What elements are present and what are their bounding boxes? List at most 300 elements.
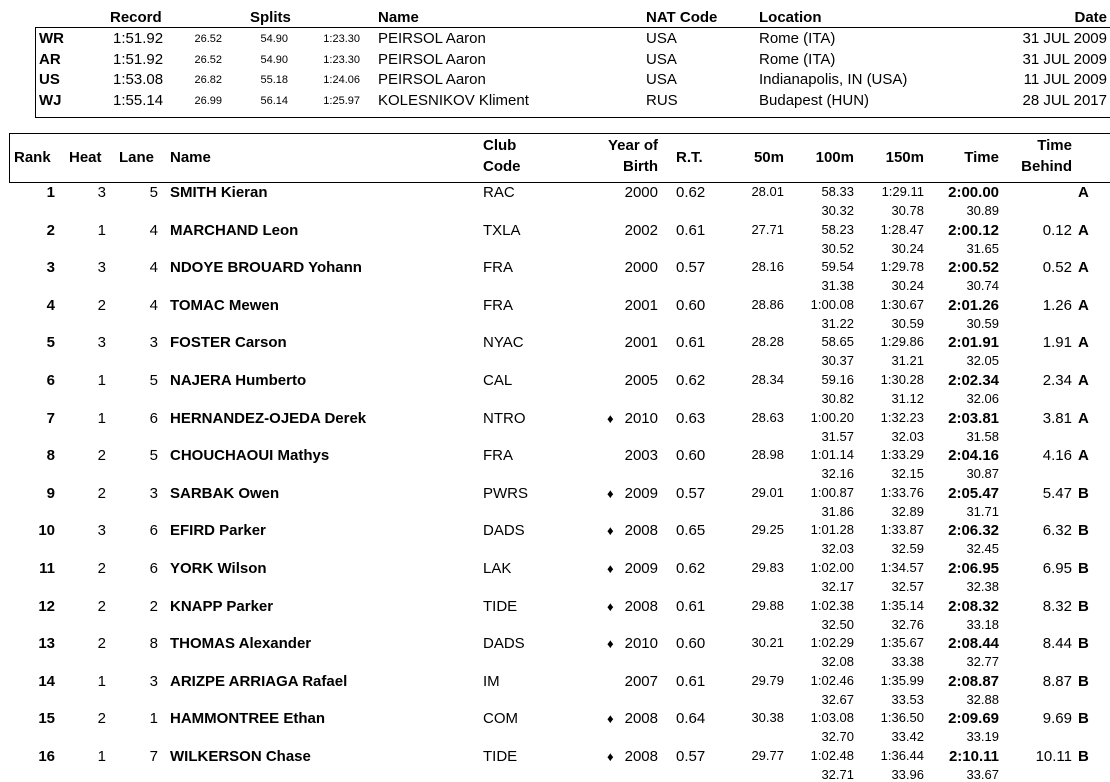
result-lap-final: 32.05	[966, 353, 999, 369]
record-split-150: 1:25.97	[323, 95, 360, 108]
result-rank: 6	[46, 372, 55, 389]
result-lap-100m: 32.16	[821, 466, 854, 482]
result-time-behind: 9.69	[1042, 710, 1072, 728]
record-split-50: 26.52	[194, 53, 222, 66]
result-split-50m: 28.98	[751, 447, 784, 463]
result-time-behind: 2.34	[1042, 372, 1072, 389]
result-split-100m: 1:02.29	[810, 635, 854, 651]
results-header-150m: 150m	[885, 149, 924, 166]
result-reaction-time: 0.61	[676, 597, 706, 615]
result-time-behind: 6.32	[1042, 522, 1072, 540]
result-time-behind: 0.52	[1042, 259, 1072, 277]
result-name: THOMAS Alexander	[170, 635, 312, 653]
result-reaction-time: 0.57	[676, 748, 706, 765]
result-club-code: CAL	[483, 372, 513, 389]
result-heat: 2	[97, 296, 106, 314]
result-standard-grade: B	[1078, 597, 1089, 615]
result-time-behind: 3.81	[1042, 409, 1072, 427]
result-lane: 1	[149, 710, 158, 728]
record-split-150: 1:23.30	[323, 33, 360, 45]
result-standard-grade: A	[1078, 296, 1089, 314]
result-rank: 4	[46, 296, 55, 314]
result-club-code: DADS	[483, 522, 525, 540]
result-final-time: 2:00.12	[948, 221, 999, 239]
result-standard-grade: B	[1078, 484, 1089, 502]
result-lane: 3	[149, 672, 158, 690]
result-year-of-birth: 2008	[624, 710, 658, 728]
result-name: WILKERSON Chase	[170, 748, 311, 765]
result-split-150m: 1:35.99	[880, 672, 924, 688]
result-year-of-birth: 2005	[624, 372, 658, 389]
result-lap-100m: 32.03	[821, 541, 854, 557]
result-reaction-time: 0.60	[676, 635, 706, 653]
result-lap-100m: 32.67	[821, 691, 854, 707]
result-heat: 1	[97, 372, 106, 389]
results-header-100m: 100m	[815, 149, 854, 166]
record-code: WR	[39, 30, 64, 47]
result-club-code: RAC	[483, 184, 515, 201]
record-split-100: 55.18	[260, 74, 288, 87]
results-header-heat: Heat	[69, 149, 102, 166]
result-year-of-birth: 2008	[624, 748, 658, 765]
result-lap-100m: 32.50	[821, 616, 854, 632]
result-reaction-time: 0.62	[676, 372, 706, 389]
result-lap-150m: 32.57	[891, 579, 924, 594]
result-heat: 2	[97, 560, 106, 577]
junior-marker-icon: ♦	[607, 711, 614, 727]
result-split-50m: 30.21	[751, 635, 784, 651]
result-lap-final: 32.06	[966, 391, 999, 406]
record-nat: RUS	[646, 92, 678, 110]
result-split-150m: 1:33.29	[880, 447, 924, 463]
result-split-50m: 27.71	[751, 221, 784, 237]
result-rank: 1	[46, 184, 55, 201]
result-heat: 1	[97, 409, 106, 427]
result-heat: 2	[97, 635, 106, 653]
result-standard-grade: A	[1078, 372, 1089, 389]
result-split-150m: 1:29.86	[880, 334, 924, 350]
result-club-code: TIDE	[483, 597, 518, 615]
result-split-100m: 59.16	[821, 372, 854, 387]
result-split-100m: 1:00.87	[810, 484, 854, 500]
result-split-150m: 1:35.14	[880, 597, 924, 613]
result-lane: 2	[149, 597, 158, 615]
result-standard-grade: A	[1078, 221, 1089, 239]
junior-marker-icon: ♦	[607, 636, 614, 652]
record-location: Rome (ITA)	[759, 30, 836, 47]
record-time: 1:55.14	[113, 92, 164, 110]
result-standard-grade: A	[1078, 259, 1089, 277]
records-header-location: Location	[759, 9, 822, 26]
result-lap-150m: 32.15	[891, 466, 924, 482]
records-header-record: Record	[110, 9, 162, 26]
result-rank: 7	[46, 409, 55, 427]
result-split-150m: 1:36.44	[880, 748, 924, 763]
results-header-yob-line2: Birth	[623, 158, 658, 175]
record-name: PEIRSOL Aaron	[378, 71, 486, 89]
result-standard-grade: B	[1078, 672, 1089, 690]
result-rank: 8	[46, 447, 55, 465]
result-heat: 1	[97, 748, 106, 765]
result-lap-100m: 32.71	[821, 767, 854, 782]
result-rank: 3	[46, 259, 55, 277]
result-year-of-birth: 2001	[624, 334, 658, 352]
result-time-behind: 4.16	[1042, 447, 1072, 465]
result-split-100m: 58.33	[821, 184, 854, 199]
result-lap-final: 33.67	[966, 767, 999, 782]
result-name: ARIZPE ARRIAGA Rafael	[170, 672, 348, 690]
result-lap-150m: 32.03	[891, 428, 924, 444]
records-header-splits: Splits	[250, 9, 291, 26]
result-split-50m: 29.83	[751, 560, 784, 575]
result-lap-150m: 33.38	[891, 654, 924, 670]
result-year-of-birth: 2001	[624, 296, 658, 314]
junior-marker-icon: ♦	[607, 485, 614, 501]
result-club-code: PWRS	[483, 484, 528, 502]
result-reaction-time: 0.63	[676, 409, 706, 427]
result-name: HERNANDEZ-OJEDA Derek	[170, 409, 367, 427]
record-nat: USA	[646, 50, 677, 68]
result-year-of-birth: 2009	[624, 560, 658, 577]
record-split-150: 1:23.30	[323, 53, 360, 66]
result-name: SARBAK Owen	[170, 484, 280, 502]
result-heat: 2	[97, 484, 106, 502]
result-split-150m: 1:30.67	[880, 296, 924, 312]
result-final-time: 2:06.32	[948, 522, 999, 540]
result-lap-final: 32.45	[966, 541, 999, 557]
result-rank: 16	[38, 748, 55, 765]
result-standard-grade: B	[1078, 560, 1089, 577]
results-header-rank: Rank	[14, 149, 51, 166]
result-split-100m: 1:02.48	[810, 748, 854, 763]
record-name: KOLESNIKOV Kliment	[378, 92, 529, 110]
result-split-50m: 28.63	[751, 409, 784, 425]
result-year-of-birth: 2000	[624, 259, 658, 277]
result-club-code: TXLA	[483, 221, 521, 239]
result-lap-150m: 32.59	[891, 541, 924, 557]
result-club-code: FRA	[483, 296, 513, 314]
result-standard-grade: A	[1078, 447, 1089, 465]
result-time-behind: 8.44	[1042, 635, 1072, 653]
result-lap-100m: 31.86	[821, 503, 854, 519]
result-split-50m: 28.86	[751, 296, 784, 312]
result-lap-100m: 30.32	[821, 203, 854, 218]
record-name: PEIRSOL Aaron	[378, 30, 486, 47]
results-header-yob-line1: Year of	[607, 137, 658, 154]
result-split-50m: 29.25	[751, 522, 784, 538]
result-name: NDOYE BROUARD Yohann	[170, 259, 362, 277]
results-header-50m: 50m	[753, 149, 784, 166]
result-final-time: 2:09.69	[948, 710, 999, 728]
record-split-50: 26.82	[194, 74, 222, 87]
records-left-rule	[35, 27, 36, 117]
result-final-time: 2:05.47	[948, 484, 999, 502]
result-time-behind: 10.11	[1035, 748, 1072, 765]
result-lap-final: 32.88	[966, 691, 999, 707]
result-club-code: NTRO	[483, 409, 526, 427]
result-standard-grade: B	[1078, 635, 1089, 653]
result-lap-100m: 32.17	[821, 579, 854, 594]
result-split-100m: 1:00.20	[810, 409, 854, 425]
records-top-rule	[35, 27, 1110, 28]
results-header-time: Time	[964, 149, 999, 166]
record-date: 31 JUL 2009	[1022, 30, 1107, 47]
result-split-50m: 28.34	[751, 372, 784, 387]
result-reaction-time: 0.61	[676, 221, 706, 239]
result-rank: 2	[46, 221, 55, 239]
records-header-date: Date	[1074, 9, 1107, 26]
result-lap-150m: 30.24	[891, 278, 924, 294]
result-reaction-time: 0.61	[676, 672, 706, 690]
result-heat: 3	[97, 184, 106, 201]
result-lap-150m: 33.96	[891, 767, 924, 782]
result-reaction-time: 0.64	[676, 710, 706, 728]
result-split-150m: 1:34.57	[880, 560, 924, 575]
record-split-100: 54.90	[260, 33, 288, 45]
result-reaction-time: 0.61	[676, 334, 706, 352]
result-split-150m: 1:29.11	[881, 184, 924, 199]
record-split-50: 26.52	[194, 33, 222, 45]
result-club-code: COM	[483, 710, 518, 728]
result-split-100m: 1:02.38	[810, 597, 854, 613]
result-split-50m: 29.01	[751, 484, 784, 500]
result-reaction-time: 0.60	[676, 296, 706, 314]
result-final-time: 2:01.91	[948, 334, 999, 352]
result-split-100m: 1:02.46	[810, 672, 854, 688]
result-year-of-birth: 2010	[624, 409, 658, 427]
result-lap-final: 32.38	[966, 579, 999, 594]
result-name: CHOUCHAOUI Mathys	[170, 447, 330, 465]
result-lap-150m: 33.42	[891, 729, 924, 745]
record-split-150: 1:24.06	[323, 74, 360, 87]
result-split-150m: 1:35.67	[880, 635, 924, 651]
record-location: Indianapolis, IN (USA)	[759, 71, 908, 89]
result-standard-grade: B	[1078, 710, 1089, 728]
junior-marker-icon: ♦	[607, 749, 614, 764]
junior-marker-icon: ♦	[607, 410, 614, 426]
result-lap-100m: 30.37	[821, 353, 854, 369]
record-nat: USA	[646, 30, 677, 47]
record-code: US	[39, 71, 60, 89]
result-lap-final: 31.65	[966, 240, 999, 256]
result-heat: 3	[97, 334, 106, 352]
result-year-of-birth: 2000	[624, 184, 658, 201]
result-split-150m: 1:29.78	[880, 259, 924, 275]
result-split-50m: 29.88	[751, 597, 784, 613]
result-final-time: 2:01.26	[948, 296, 999, 314]
result-split-50m: 29.79	[751, 672, 784, 688]
result-time-behind: 6.95	[1042, 560, 1072, 577]
record-date: 28 JUL 2017	[1022, 92, 1107, 110]
result-lane: 3	[149, 484, 158, 502]
result-split-100m: 58.65	[821, 334, 854, 350]
result-lap-100m: 31.57	[821, 428, 854, 444]
result-lap-final: 33.19	[966, 729, 999, 745]
result-split-50m: 28.28	[751, 334, 784, 350]
result-name: EFIRD Parker	[170, 522, 266, 540]
records-header-nat: NAT Code	[646, 9, 718, 26]
result-lap-final: 30.74	[966, 278, 999, 294]
result-final-time: 2:08.44	[948, 635, 999, 653]
result-rank: 9	[46, 484, 55, 502]
result-standard-grade: A	[1078, 334, 1089, 352]
result-split-100m: 1:02.00	[810, 560, 854, 575]
result-split-50m: 30.38	[751, 710, 784, 726]
record-date: 11 JUL 2009	[1023, 71, 1107, 89]
result-final-time: 2:03.81	[948, 409, 999, 427]
result-year-of-birth: 2002	[624, 221, 658, 239]
result-split-50m: 29.77	[751, 748, 784, 763]
result-name: MARCHAND Leon	[170, 221, 299, 239]
result-club-code: LAK	[483, 560, 512, 577]
record-split-50: 26.99	[194, 95, 222, 108]
result-name: YORK Wilson	[170, 560, 267, 577]
result-split-100m: 1:01.14	[810, 447, 854, 463]
result-heat: 2	[97, 710, 106, 728]
result-reaction-time: 0.62	[676, 560, 706, 577]
result-rank: 11	[39, 560, 55, 577]
result-lap-final: 30.87	[966, 466, 999, 482]
result-rank: 15	[38, 710, 55, 728]
result-lap-final: 31.58	[966, 428, 999, 444]
result-lap-100m: 32.08	[821, 654, 854, 670]
junior-marker-icon: ♦	[607, 598, 614, 614]
result-lane: 5	[149, 184, 158, 201]
result-split-50m: 28.01	[751, 184, 784, 199]
result-split-100m: 1:03.08	[810, 710, 854, 726]
result-reaction-time: 0.65	[676, 522, 706, 540]
result-split-50m: 28.16	[751, 259, 784, 275]
result-lap-150m: 32.76	[891, 616, 924, 632]
record-time: 1:51.92	[113, 50, 164, 68]
result-standard-grade: A	[1078, 184, 1089, 201]
result-rank: 5	[46, 334, 55, 352]
result-time-behind: 8.32	[1042, 597, 1072, 615]
result-split-100m: 59.54	[821, 259, 854, 275]
result-rank: 14	[38, 672, 55, 690]
result-lane: 4	[149, 221, 158, 239]
result-lap-final: 30.59	[966, 315, 999, 331]
result-reaction-time: 0.57	[676, 484, 706, 502]
result-lap-100m: 31.38	[821, 278, 854, 294]
result-lap-final: 32.77	[966, 654, 999, 670]
results-header-behind-line2: Behind	[1021, 158, 1072, 175]
result-lane: 6	[149, 560, 158, 577]
result-standard-grade: B	[1078, 748, 1089, 765]
result-split-150m: 1:36.50	[880, 710, 924, 726]
result-time-behind: 1.26	[1042, 296, 1072, 314]
result-club-code: NYAC	[483, 334, 524, 352]
result-club-code: FRA	[483, 259, 513, 277]
record-date: 31 JUL 2009	[1022, 50, 1107, 68]
result-year-of-birth: 2003	[624, 447, 658, 465]
result-standard-grade: A	[1078, 409, 1089, 427]
results-header-club-line2: Code	[483, 158, 521, 175]
result-final-time: 2:00.52	[948, 259, 999, 277]
result-split-100m: 58.23	[821, 221, 854, 237]
result-lap-150m: 30.78	[891, 203, 924, 218]
record-code: AR	[39, 50, 61, 68]
result-split-150m: 1:33.76	[880, 484, 924, 500]
result-final-time: 2:02.34	[948, 372, 999, 389]
result-heat: 3	[97, 259, 106, 277]
results-header-rt: R.T.	[676, 149, 703, 166]
result-heat: 2	[97, 597, 106, 615]
result-lap-150m: 33.53	[891, 691, 924, 707]
result-split-100m: 1:00.08	[810, 296, 854, 312]
record-split-100: 56.14	[260, 95, 288, 108]
result-lap-final: 30.89	[966, 203, 999, 218]
result-lane: 7	[149, 748, 158, 765]
results-header-name: Name	[170, 149, 211, 166]
result-lap-100m: 30.52	[821, 240, 854, 256]
result-club-code: IM	[483, 672, 500, 690]
result-lap-100m: 31.22	[821, 315, 854, 331]
result-split-150m: 1:30.28	[880, 372, 924, 387]
result-name: TOMAC Mewen	[170, 296, 279, 314]
results-header-club-line1: Club	[483, 137, 517, 154]
result-split-150m: 1:32.23	[880, 409, 924, 425]
result-heat: 3	[97, 522, 106, 540]
result-club-code: TIDE	[483, 748, 518, 765]
results-bottom-rule	[9, 182, 1110, 183]
result-time-behind: 1.91	[1042, 334, 1072, 352]
result-lap-150m: 31.12	[891, 391, 924, 406]
result-lap-100m: 32.70	[821, 729, 854, 745]
result-name: FOSTER Carson	[170, 334, 287, 352]
result-lap-150m: 30.24	[891, 240, 924, 256]
results-top-rule	[9, 133, 1110, 134]
record-location: Budapest (HUN)	[759, 92, 870, 110]
result-lap-150m: 32.89	[891, 503, 924, 519]
result-lane: 4	[149, 296, 158, 314]
results-left-rule	[9, 133, 10, 182]
result-heat: 1	[97, 221, 106, 239]
result-lane: 8	[149, 635, 158, 653]
result-time-behind: 0.12	[1042, 221, 1072, 239]
result-lap-100m: 30.82	[821, 391, 854, 406]
result-final-time: 2:08.87	[948, 672, 999, 690]
records-bottom-rule	[35, 117, 1110, 118]
result-heat: 2	[97, 447, 106, 465]
result-final-time: 2:06.95	[948, 560, 999, 577]
result-split-150m: 1:33.87	[880, 522, 924, 538]
result-lap-final: 31.71	[966, 503, 999, 519]
result-split-150m: 1:28.47	[880, 221, 924, 237]
result-lane: 6	[149, 522, 158, 540]
result-club-code: FRA	[483, 447, 513, 465]
record-time: 1:51.92	[113, 30, 164, 47]
result-name: HAMMONTREE Ethan	[170, 710, 325, 728]
result-lane: 5	[149, 447, 158, 465]
result-final-time: 2:04.16	[948, 447, 999, 465]
results-header-lane: Lane	[119, 149, 155, 166]
result-final-time: 2:10.11	[948, 748, 999, 765]
junior-marker-icon: ♦	[607, 523, 614, 539]
record-nat: USA	[646, 71, 677, 89]
result-standard-grade: B	[1078, 522, 1089, 540]
result-year-of-birth: 2008	[624, 597, 658, 615]
result-year-of-birth: 2009	[624, 484, 658, 502]
result-lap-150m: 31.21	[891, 353, 924, 369]
result-lap-150m: 30.59	[891, 315, 924, 331]
result-name: KNAPP Parker	[170, 597, 274, 615]
results-header-behind-line1: Time	[1037, 137, 1072, 154]
result-lane: 6	[149, 409, 158, 427]
result-rank: 13	[38, 635, 55, 653]
result-lane: 5	[149, 372, 158, 389]
result-name: SMITH Kieran	[170, 184, 268, 201]
